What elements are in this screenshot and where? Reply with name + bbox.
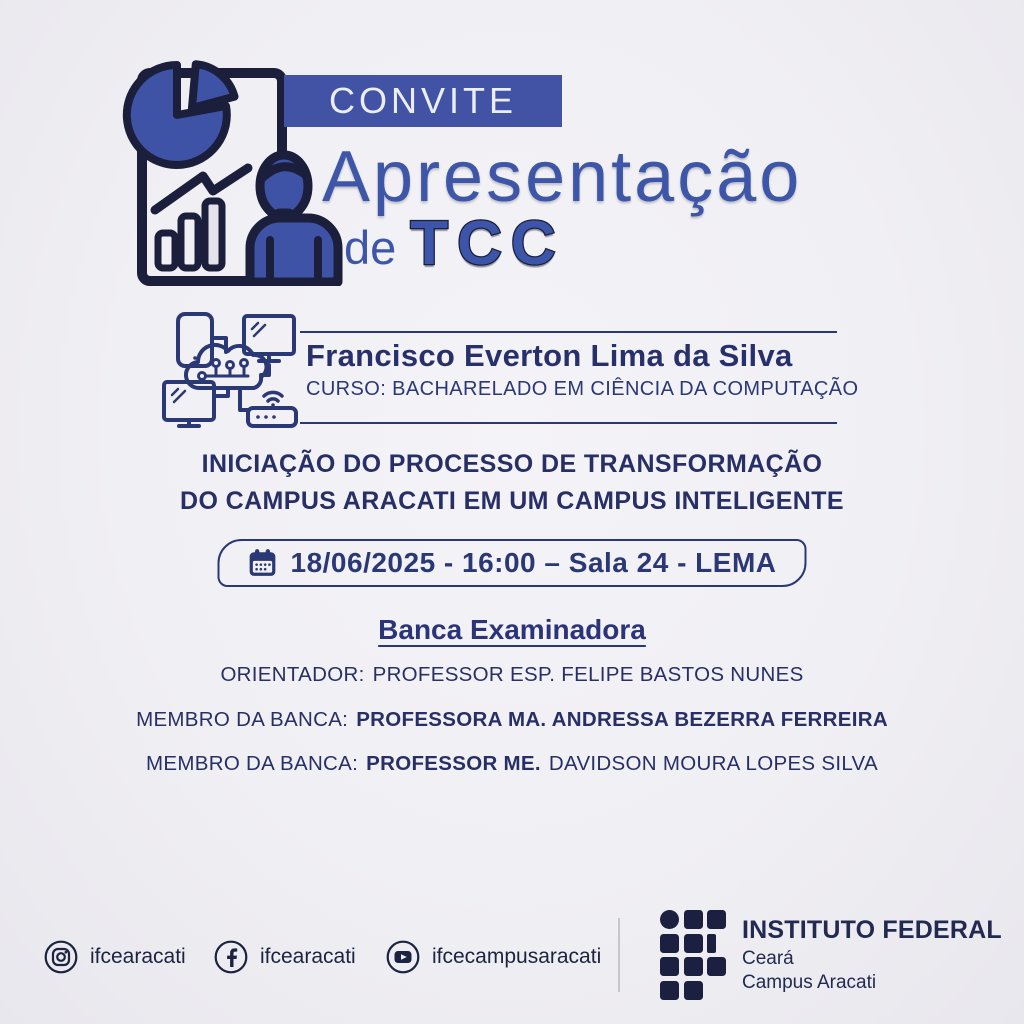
instagram-handle: ifcearacati <box>90 945 186 968</box>
facebook-handle: ifcearacati <box>260 945 356 968</box>
instagram-icon <box>44 940 78 974</box>
convite-banner <box>284 75 562 127</box>
social-link-youtube[interactable] <box>386 940 601 974</box>
youtube-handle: ifcecampusaracati <box>432 945 602 968</box>
youtube-icon <box>386 940 420 974</box>
page-subtitle <box>344 208 565 279</box>
institution-name: INSTITUTO FEDERAL <box>742 915 1002 944</box>
member1-line <box>0 708 1024 732</box>
divider-line-bottom <box>300 422 837 424</box>
event-details-pill <box>218 539 807 587</box>
institution-state: Ceará <box>742 947 794 969</box>
page-title: Apresentação <box>322 137 803 217</box>
member2-title: PROFESSOR ME. <box>366 752 541 775</box>
subtitle-prefix: de <box>344 221 397 274</box>
footer-divider <box>618 918 620 992</box>
thesis-title-line1: INICIAÇÃO DO PROCESSO DE TRANSFORMAÇÃO <box>201 450 823 478</box>
divider-line-top <box>300 331 837 333</box>
event-datetime-location: 18/06/2025 - 16:00 – Sala 24 - LEMA <box>290 547 777 578</box>
institution-text <box>742 916 1002 994</box>
institution-block <box>660 910 1002 1000</box>
social-link-instagram[interactable] <box>44 940 186 974</box>
member2-name: DAVIDSON MOURA LOPES SILVA <box>548 752 878 775</box>
subtitle-tcc: TCC <box>410 209 565 278</box>
member1-name: PROFESSORA MA. ANDRESSA BEZERRA FERREIRA <box>356 708 888 731</box>
calendar-icon <box>248 548 278 578</box>
member2-label: MEMBRO DA BANCA: <box>146 752 359 775</box>
advisor-name: PROFESSOR ESP. FELIPE BASTOS NUNES <box>372 663 804 686</box>
facebook-icon <box>214 940 248 974</box>
social-link-facebook[interactable] <box>214 940 356 974</box>
institution-campus: Campus Aracati <box>742 971 877 993</box>
committee-heading: Banca Examinadora <box>378 614 646 645</box>
student-name: Francisco Everton Lima da Silva <box>306 338 793 373</box>
advisor-line <box>0 663 1024 687</box>
advisor-label: ORIENTADOR: <box>220 663 365 686</box>
instituto-federal-logo <box>660 910 726 1000</box>
member2-line <box>0 752 1024 776</box>
convite-label: CONVITE <box>328 80 517 121</box>
iot-cloud-network-icon <box>156 308 306 436</box>
student-course: CURSO: BACHARELADO EM CIÊNCIA DA COMPUTAÇÃO <box>306 378 859 400</box>
thesis-title-line2: DO CAMPUS ARACATI EM UM CAMPUS INTELIGENTE <box>179 487 845 515</box>
member1-label: MEMBRO DA BANCA: <box>136 708 349 731</box>
thesis-title <box>0 446 1024 520</box>
